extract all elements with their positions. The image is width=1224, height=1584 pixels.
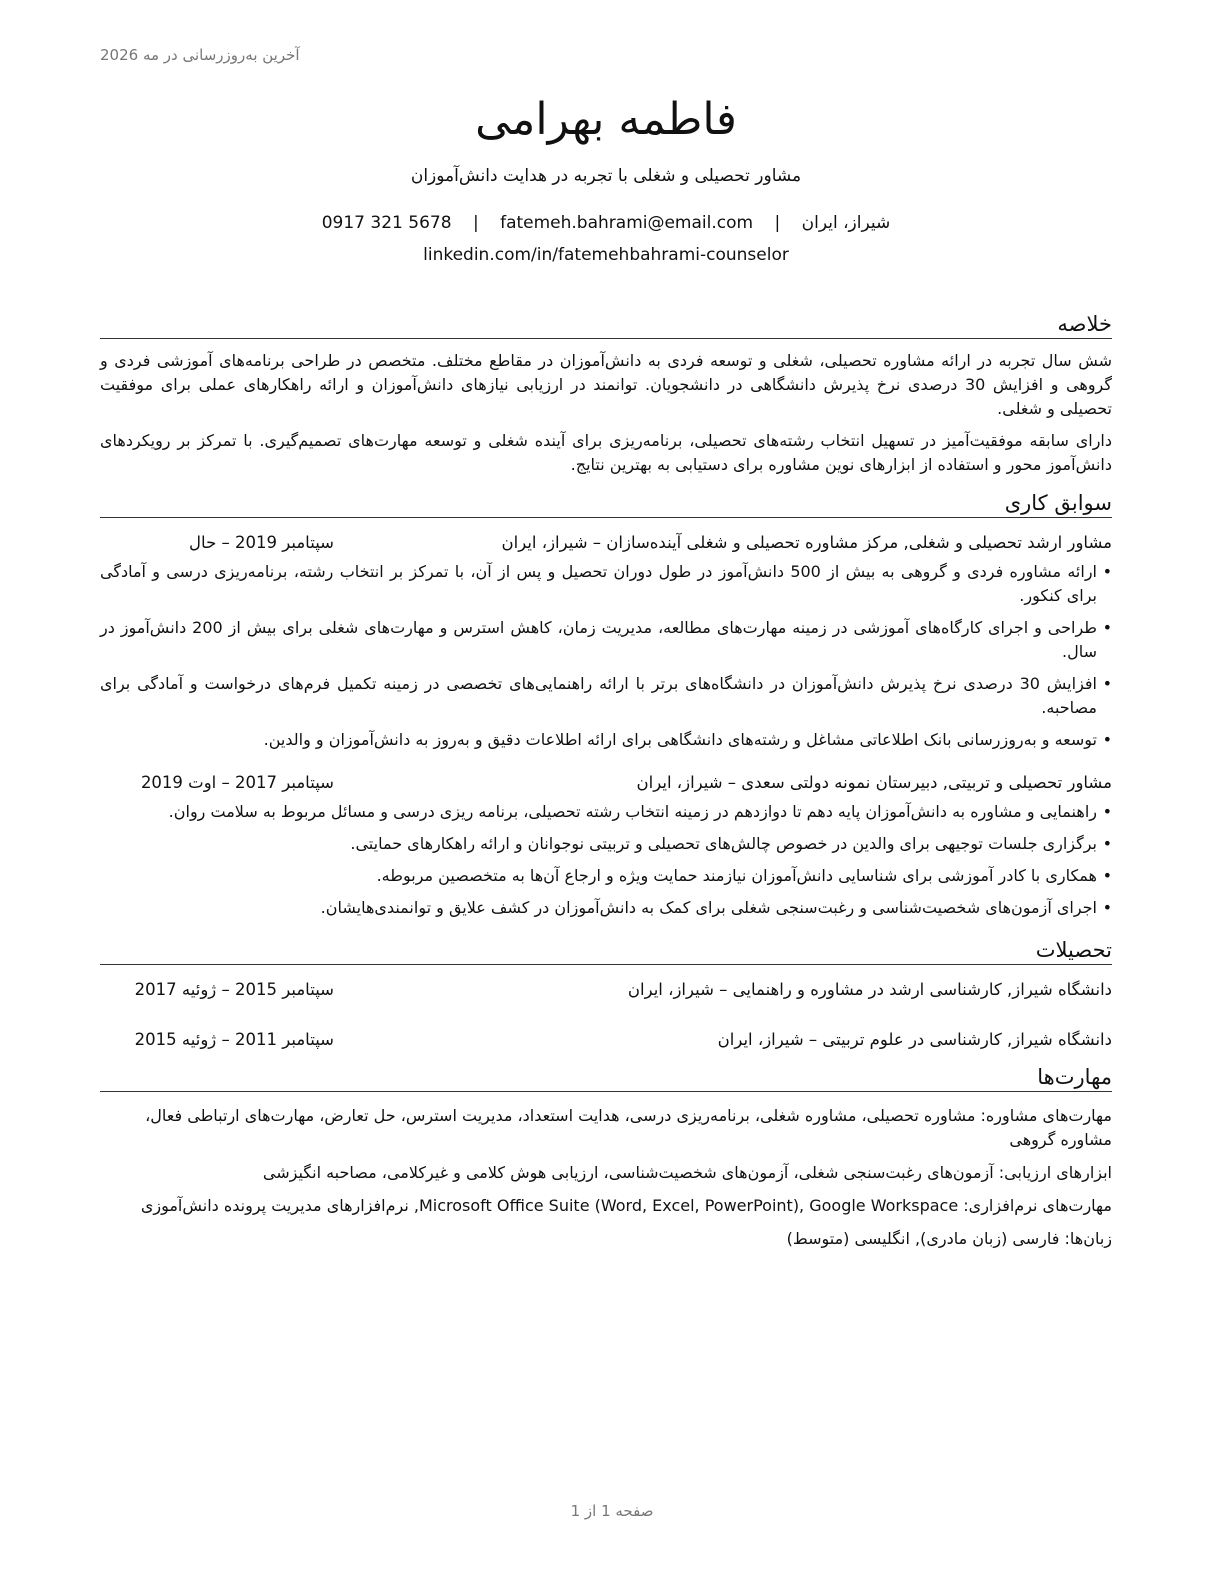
resume-header [100, 88, 1112, 268]
list-item: • اجرای آزمون‌های شخصیت‌شناسی و رغبت‌سنجی شغلی برای کمک به دانش‌آموزان در کشف علایق و توانمندی‌هایشان. [100, 896, 1112, 920]
contact-line [100, 210, 1112, 236]
skill-line: ابزارهای ارزیابی: آزمون‌های رغبت‌سنجی شغلی، آزمون‌های شخصیت‌شناسی، ارزیابی هوش کلامی و غیرکلامی، مصاحبه انگیزشی [262, 1163, 1112, 1182]
degree-date: سپتامبر 2011 – ژوئیه 2015 [134, 1030, 334, 1049]
list-item: • توسعه و به‌روزرسانی بانک اطلاعاتی مشاغل و رشته‌های دانشگاهی برای ارائه اطلاعات دقیق و به‌روز به دانش‌آموزان و والدین. [100, 728, 1112, 752]
experience-heading: سوابق کاری [100, 489, 1112, 518]
skills-heading: مهارت‌ها [100, 1063, 1112, 1092]
resume-content [100, 310, 1112, 1260]
separator: | [472, 213, 479, 233]
phone-number: 0917 321 5678 [321, 213, 452, 233]
linkedin-link[interactable]: linkedin.com/in/fatemehbahrami-counselor [423, 245, 789, 265]
degree-title: دانشگاه شیراز, کارشناسی در علوم تربیتی – شیراز، ایران [717, 1030, 1112, 1049]
job-bullets [100, 800, 1112, 920]
list-item: • همکاری با کادر آموزشی برای شناسایی دانش‌آموزان نیازمند حمایت ویژه و ارجاع آن‌ها به متخصصین مربوطه. [100, 864, 1112, 888]
list-item: • افزایش 30 درصدی نرخ پذیرش دانش‌آموزان در دانشگاه‌های برتر با ارائه راهنمایی‌های تخصصی در زمینه تکمیل فرم‌های درخواست و آمادگی برای مصاحبه. [100, 672, 1112, 720]
person-name: فاطمه بهرامی [475, 94, 737, 145]
job-header [100, 770, 1112, 796]
degree-title: دانشگاه شیراز, کارشناسی ارشد در مشاوره و راهنمایی – شیراز، ایران [627, 980, 1112, 999]
skill-line: زبان‌ها: فارسی (زبان مادری), انگلیسی (متوسط) [786, 1229, 1112, 1248]
separator: | [774, 213, 781, 233]
degree-date: سپتامبر 2015 – ژوئیه 2017 [134, 980, 334, 999]
job-bullets [100, 560, 1112, 752]
summary-heading: خلاصه [100, 310, 1112, 339]
summary-paragraph: دارای سابقه موفقیت‌آمیز در تسهیل انتخاب رشته‌های تحصیلی، برنامه‌ریزی برای آینده شغلی و توسعه مهارت‌های تصمیم‌گیری. با تمرکز بر رویکردهای دانش‌آموز محور و استفاده از ابزارهای نوین مشاوره برای دستیابی به بهترین نتایج. [100, 431, 1112, 474]
job-header [100, 530, 1112, 556]
education-item [100, 1027, 1112, 1053]
list-item: • راهنمایی و مشاوره به دانش‌آموزان پایه دهم تا دوازدهم در زمینه انتخاب رشته تحصیلی، برنامه ریزی درسی و مسائل مربوط به سلامت روان. [100, 800, 1112, 824]
location: شیراز، ایران [801, 213, 891, 233]
page-number: صفحه 1 از 1 [570, 1502, 654, 1520]
education-heading: تحصیلات [100, 936, 1112, 965]
person-subtitle: مشاور تحصیلی و شغلی با تجربه در هدایت دانش‌آموزان [410, 166, 802, 186]
skill-line: مهارت‌های مشاوره: مشاوره تحصیلی، مشاوره شغلی، برنامه‌ریزی درسی، هدایت استعداد، مدیریت استرس، حل تعارض، مهارت‌های ارتباطی فعال، مشاوره گروهی [145, 1106, 1112, 1149]
last-updated: آخرین به‌روزرسانی در مه 2026 [100, 46, 300, 64]
email-link[interactable]: fatemeh.bahrami@email.com [500, 213, 754, 233]
job-title: مشاور ارشد تحصیلی و شغلی, مرکز مشاوره تحصیلی و شغلی آینده‌سازان – شیراز، ایران [501, 533, 1112, 552]
list-item: • طراحی و اجرای کارگاه‌های آموزشی در زمینه مهارت‌های مطالعه، مدیریت زمان، کاهش استرس و مهارت‌های شغلی برای بیش از 200 دانش‌آموز در سال. [100, 616, 1112, 664]
job-date: سپتامبر 2019 – حال [189, 533, 334, 552]
list-item: • ارائه مشاوره فردی و گروهی به بیش از 500 دانش‌آموز در طول دوران تحصیل و پس از آن، با تمرکز بر انتخاب رشته، برنامه‌ریزی درسی و آمادگی برای کنکور. [100, 560, 1112, 608]
skill-line: مهارت‌های نرم‌افزاری: Microsoft Office Suite (Word, Excel, PowerPoint), Google Workspace, نرم‌افزارهای مدیریت پرونده دانش‌آموزی [140, 1196, 1112, 1215]
summary-paragraph: شش سال تجربه در ارائه مشاوره تحصیلی، شغلی و توسعه فردی به دانش‌آموزان در مقاطع مختلف. متخصص در طراحی برنامه‌های آموزشی فردی و گروهی و افزایش 30 درصدی نرخ پذیرش دانشگاهی در دانشجویان. توانمند در ارزیابی نیازهای دانش‌آموزان و ارائه راهکارهای عملی برای موفقیت تحصیلی و شغلی. [100, 351, 1112, 418]
job-date: سپتامبر 2017 – اوت 2019 [140, 773, 334, 792]
list-item: • برگزاری جلسات توجیهی برای والدین در خصوص چالش‌های تحصیلی و تربیتی نوجوانان و ارائه راهکارهای حمایتی. [100, 832, 1112, 856]
education-item [100, 977, 1112, 1003]
resume-page [100, 0, 1112, 1584]
job-title: مشاور تحصیلی و تربیتی, دبیرستان نمونه دولتی سعدی – شیراز، ایران [636, 773, 1112, 792]
